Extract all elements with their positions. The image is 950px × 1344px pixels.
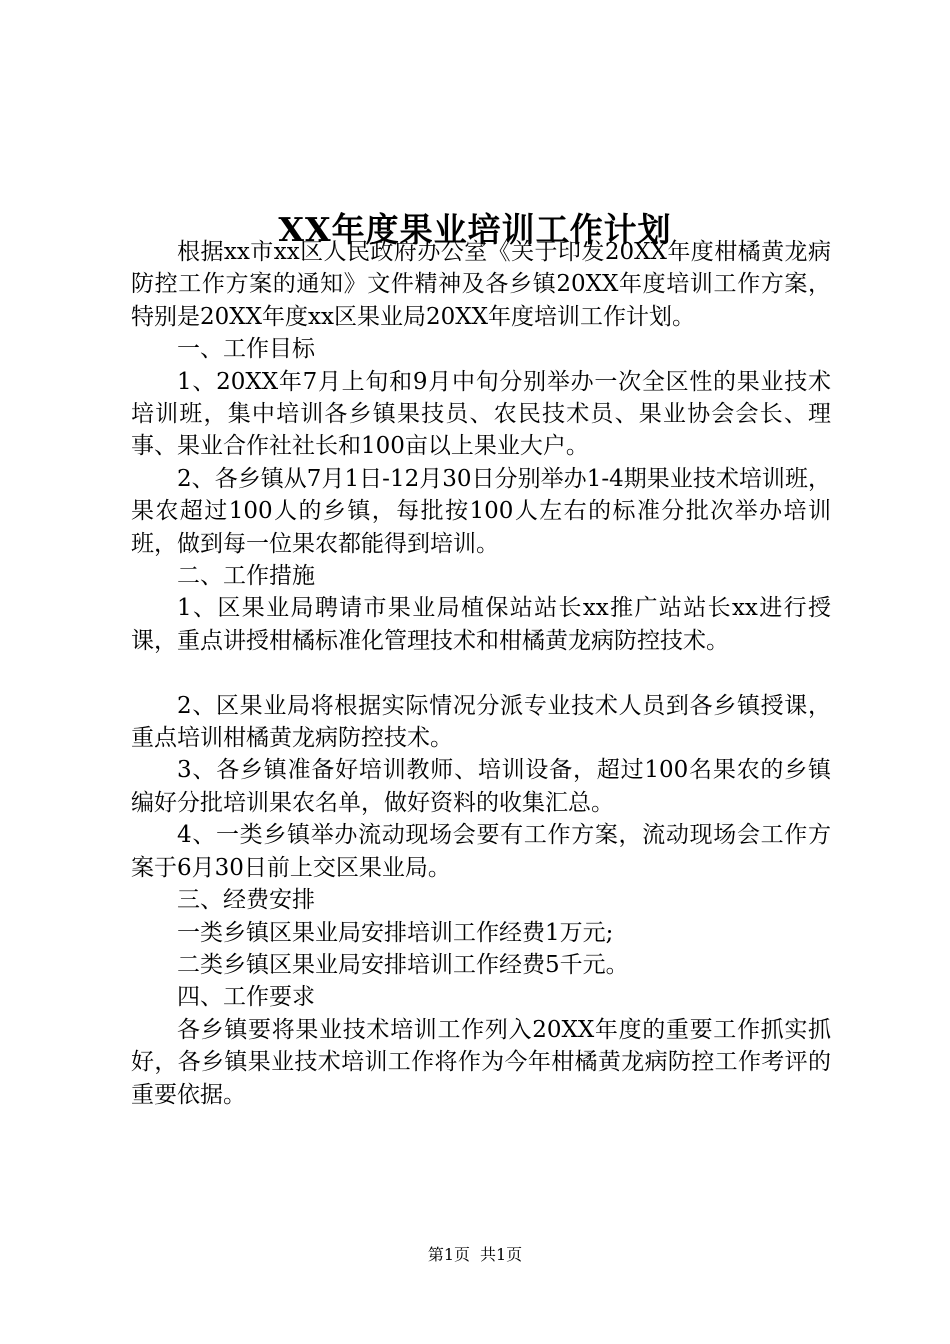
document-body bbox=[131, 236, 831, 1111]
document-title: XX年度果业培训工作计划 bbox=[278, 210, 672, 250]
section-heading: 一、工作目标 bbox=[177, 336, 315, 363]
body-paragraph: 2、各乡镇从7月1日-12月30日分别举办1-4期果业技术培训班，果农超过100人的乡镇，每批按100人左右的标准分批次举办培训班，做到每一位果农都能得到培训。 bbox=[131, 465, 831, 557]
intro-paragraph: 根据xx市xx区人民政府办公室《关于印发20XX年度柑橘黄龙病防控工作方案的通知》文件精神及各乡镇20XX年度培训工作方案，特别是20XX年度xx区果业局20XX年度培训工作计划。 bbox=[131, 239, 831, 330]
page-number: 第1页 bbox=[427, 1245, 470, 1264]
body-paragraph: 1、区果业局聘请市果业局植保站站长xx推广站站长xx进行授课，重点讲授柑橘标准化管理技术和柑橘黄龙病防控技术。 bbox=[131, 595, 831, 654]
body-paragraph: 4、一类乡镇举办流动现场会要有工作方案，流动现场会工作方案于6月30日前上交区果业局。 bbox=[131, 822, 831, 881]
section-heading: 二、工作措施 bbox=[177, 563, 315, 590]
body-paragraph: 1、20XX年7月上旬和9月中旬分别举办一次全区性的果业技术培训班，集中培训各乡镇果技员、农民技术员、果业协会会长、理事、果业合作社社长和100亩以上果业大户。 bbox=[131, 368, 831, 460]
page-total: 共1页 bbox=[480, 1245, 523, 1264]
body-paragraph: 二类乡镇区果业局安排培训工作经费5千元。 bbox=[177, 951, 629, 978]
page-footer bbox=[0, 1243, 950, 1267]
section-heading: 四、工作要求 bbox=[177, 984, 315, 1011]
body-paragraph: 各乡镇要将果业技术培训工作列入20XX年度的重要工作抓实抓好，各乡镇果业技术培训工作将作为今年柑橘黄龙病防控工作考评的重要依据。 bbox=[131, 1016, 831, 1108]
body-paragraph: 3、各乡镇准备好培训教师、培训设备，超过100名果农的乡镇编好分批培训果农名单，做好资料的收集汇总。 bbox=[131, 757, 831, 816]
blank-line bbox=[131, 657, 831, 689]
body-paragraph: 2、区果业局将根据实际情况分派专业技术人员到各乡镇授课，重点培训柑橘黄龙病防控技术。 bbox=[131, 692, 831, 752]
body-paragraph: 一类乡镇区果业局安排培训工作经费1万元; bbox=[177, 919, 614, 946]
section-heading: 三、经费安排 bbox=[177, 887, 315, 914]
